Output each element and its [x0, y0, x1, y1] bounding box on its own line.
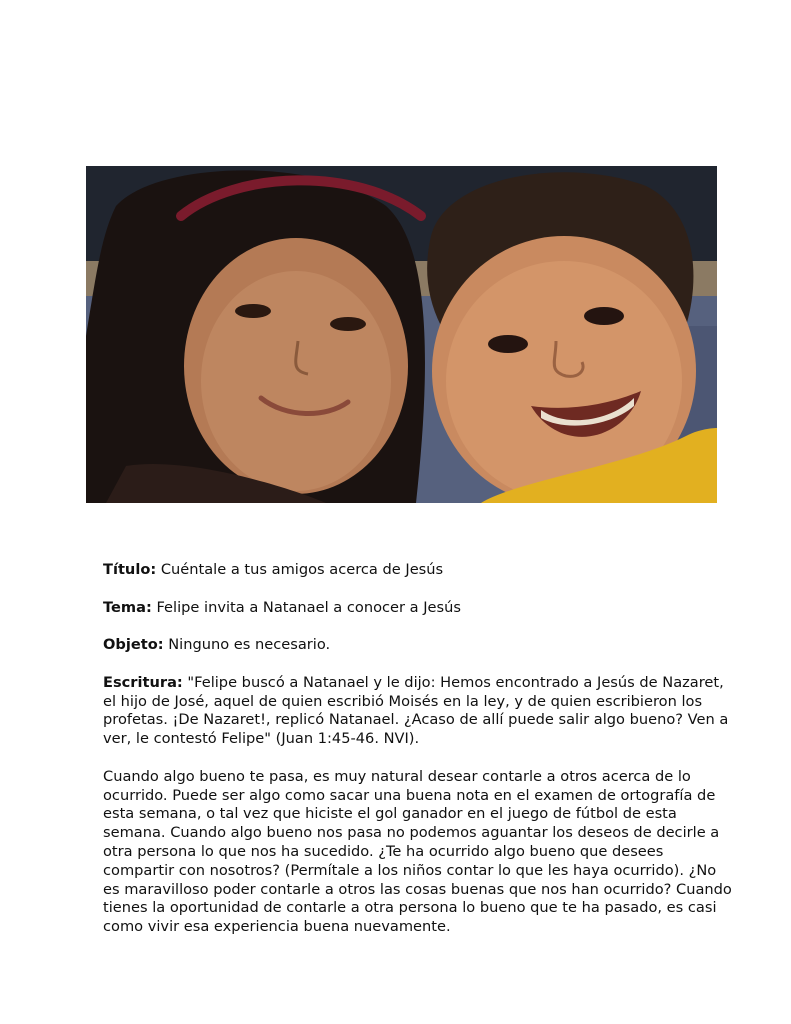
scripture-label: Escritura:: [103, 673, 183, 691]
object-line: [103, 636, 713, 655]
body-paragraph-line: esta semana, o tal vez que hiciste el gol ganador en el juego de fútbol de esta: [103, 805, 677, 823]
scripture-line: [103, 673, 724, 693]
children-photo: [86, 166, 717, 503]
body-paragraph-line: semana. Cuando algo bueno nos pasa no podemos aguantar los deseos de decirle a: [103, 824, 720, 842]
title-value: Cuéntale a tus amigos acerca de Jesús: [160, 561, 444, 578]
body-paragraph-line: Cuando algo bueno te pasa, es muy natural desear contarle a otros acerca de lo: [103, 767, 691, 785]
scripture-text: "Felipe buscó a Natanael y le dijo: Hemos encontrado a Jesús de Nazaret,: [187, 673, 724, 691]
body-paragraph-line: como vivir esa experiencia buena nuevamente.: [103, 918, 451, 936]
theme-value: Felipe invita a Natanael a conocer a Jesús: [156, 598, 461, 616]
scripture-text: el hijo de José, aquel de quien escribió Moisés en la ley, y de quien escribieron los: [103, 692, 703, 710]
body-paragraph-line: compartir con nosotros? (Permítale a los niños contar lo que les haya ocurrido). ¿No: [103, 861, 717, 879]
lesson-text: [103, 561, 732, 937]
title-line: [103, 561, 713, 580]
scripture-text: profetas. ¡De Nazaret!, replicó Natanael. ¿Acaso de allí puede salir algo bueno? Ven a: [103, 711, 729, 729]
theme-line: [103, 599, 713, 618]
object-label: Objeto:: [103, 636, 164, 654]
object-value: Ninguno es necesario.: [168, 636, 331, 654]
body-paragraph-line: es maravilloso poder contarle a otros las cosas buenas que nos han ocurrido? Cuando: [103, 880, 732, 898]
title-label: Título:: [103, 561, 157, 578]
scripture-text: ver, le contestó Felipe" (Juan 1:45-46. NVI).: [103, 730, 420, 748]
body-paragraph-line: tienes la oportunidad de contarle a otra persona lo bueno que te ha pasado, es casi: [103, 899, 717, 917]
theme-label: Tema:: [103, 598, 152, 616]
body-paragraph-line: otra persona lo que nos ha sucedido. ¿Te ha ocurrido algo bueno que desees: [103, 842, 664, 860]
body-paragraph-line: ocurrido. Puede ser algo como sacar una buena nota en el examen de ortografía de: [103, 786, 716, 804]
